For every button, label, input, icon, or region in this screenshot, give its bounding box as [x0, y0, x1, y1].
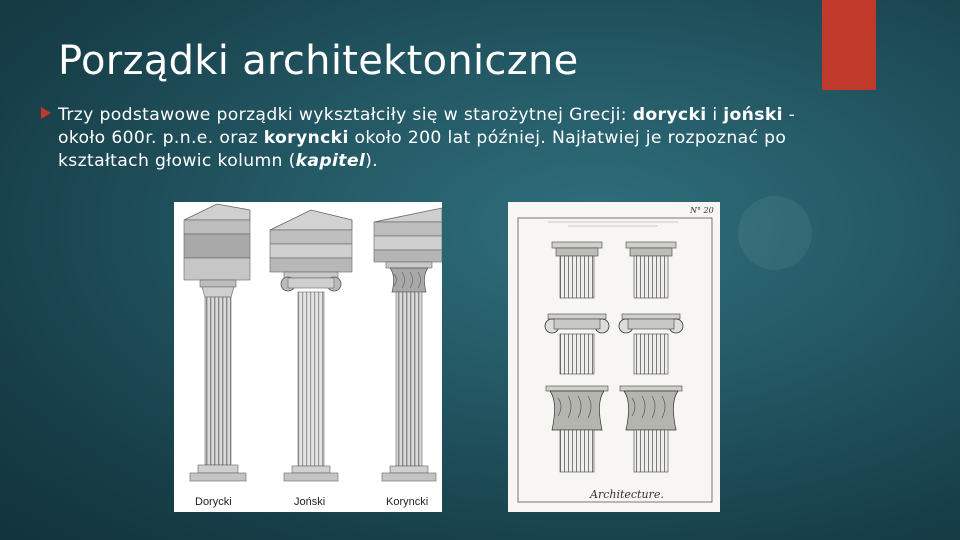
body-text-segment: - około 600r. p.n.e. oraz	[58, 105, 796, 148]
body-text-segment: Trzy podstawowe porządki wykształciły się w starożytnej Grecji:	[58, 105, 633, 125]
ionic-column	[270, 210, 352, 481]
term-corinthian: koryncki	[263, 128, 349, 148]
doric-column	[184, 204, 250, 481]
plate-caption: Architecture.	[590, 488, 664, 501]
slide-title: Porządki architektoniczne	[58, 38, 579, 84]
term-doric: dorycki	[632, 105, 707, 125]
bullet-arrow-icon	[41, 107, 51, 119]
column-orders-drawing	[174, 202, 442, 512]
accent-bar	[822, 0, 876, 90]
capitals-engraving-image	[508, 202, 720, 512]
body-text-segment: około 200 lat później. Najłatwiej je rozpoznać po kształtach głowic kolumn (	[58, 128, 787, 171]
slide-body-text	[58, 104, 838, 173]
decorative-circle	[738, 196, 812, 270]
column-orders-image	[174, 202, 442, 512]
term-capital: kapitel	[295, 151, 366, 171]
label-corinthian: Koryncki	[386, 496, 429, 508]
term-ionic: joński	[723, 105, 783, 125]
corinthian-column	[374, 208, 442, 481]
body-text-segment: i	[706, 105, 724, 125]
capitals-engraving-drawing	[508, 202, 720, 512]
body-text-segment: ).	[365, 151, 378, 171]
label-ionic: Joński	[294, 496, 326, 508]
label-doric: Dorycki	[195, 496, 232, 508]
ionic-capitals-row	[545, 314, 683, 374]
plate-number: N° 20	[690, 206, 714, 215]
plain-capitals-row	[552, 242, 676, 298]
corinthian-capitals-row	[546, 386, 682, 472]
